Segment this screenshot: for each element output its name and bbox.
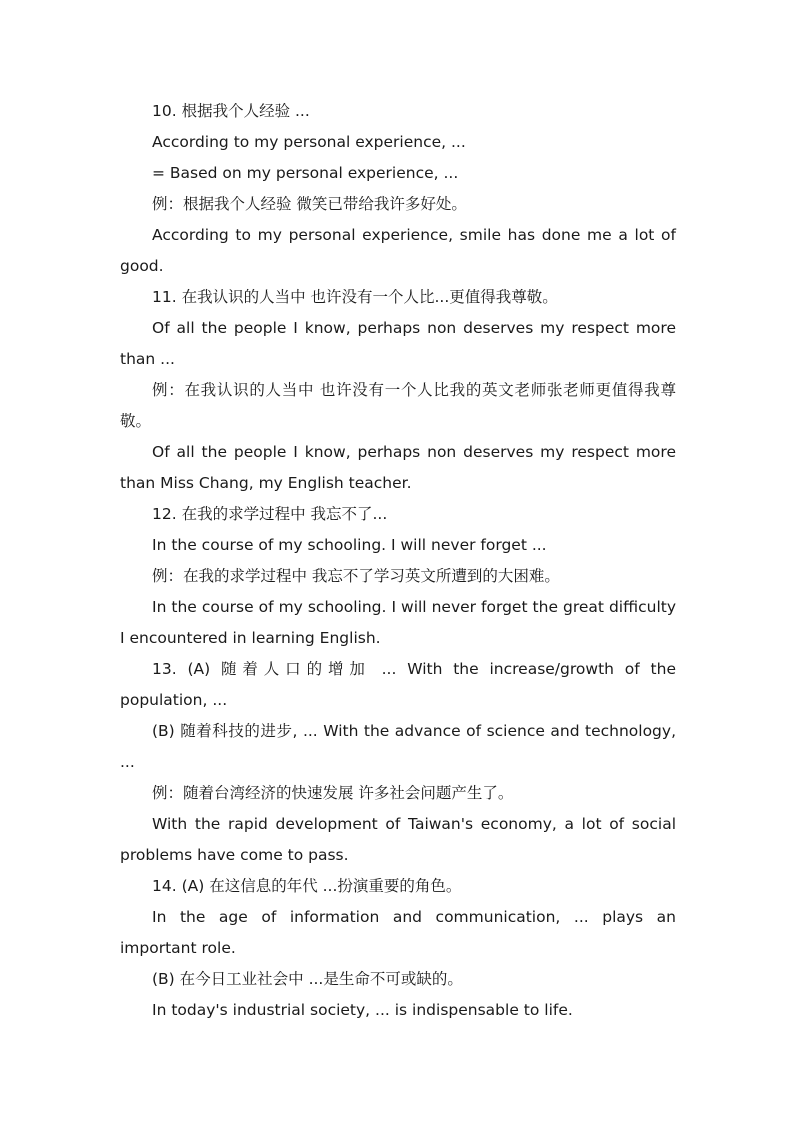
item-14a-phrase: In the age of information and communication, ... plays an important role. [120,908,676,957]
item-12-example-cn: 例：在我的求学过程中 我忘不了学习英文所遭到的大困难。 [152,567,560,585]
item-14a-heading: 14. (A) 在这信息的年代 ...扮演重要的角色。 [152,877,462,895]
item-10-heading: 10. 根据我个人经验 ... [152,102,310,120]
item-11-heading: 11. 在我认识的人当中 也许没有一个人比...更值得我尊敬。 [152,288,558,306]
item-10-phrase: According to my personal experience, ... [152,133,466,151]
item-13-example-en: With the rapid development of Taiwan's economy, a lot of social problems have come to pass. [120,815,676,864]
item-13b-phrase: (B) 随着科技的进步, ... With the advance of science and technology, ... [120,722,676,771]
item-13-example-cn: 例：随着台湾经济的快速发展 许多社会问题产生了。 [152,784,514,802]
item-12-heading: 12. 在我的求学过程中 我忘不了... [152,505,388,523]
item-12-phrase: In the course of my schooling. I will never forget ... [152,536,547,554]
document-page [120,96,676,1026]
item-11-phrase: Of all the people I know, perhaps non deserves my respect more than ... [120,319,676,368]
item-11-example-en: Of all the people I know, perhaps non deserves my respect more than Miss Chang, my English teacher. [120,443,676,492]
item-14b-phrase: In today's industrial society, ... is indispensable to life. [152,1001,573,1019]
item-13a-phrase: 13. (A) 随着人口的增加 ... With the increase/growth of the population, ... [120,660,676,709]
item-11-example-cn: 例：在我认识的人当中 也许没有一个人比我的英文老师张老师更值得我尊敬。 [120,381,676,430]
item-10-example-en: According to my personal experience, smile has done me a lot of good. [120,226,676,275]
item-14b-heading: (B) 在今日工业社会中 ...是生命不可或缺的。 [152,970,463,988]
item-10-alternative: = Based on my personal experience, ... [152,164,459,182]
item-10-example-cn: 例：根据我个人经验 微笑已带给我许多好处。 [152,195,467,213]
item-12-example-en: In the course of my schooling. I will never forget the great difficulty I encountered in learning English. [120,598,676,647]
